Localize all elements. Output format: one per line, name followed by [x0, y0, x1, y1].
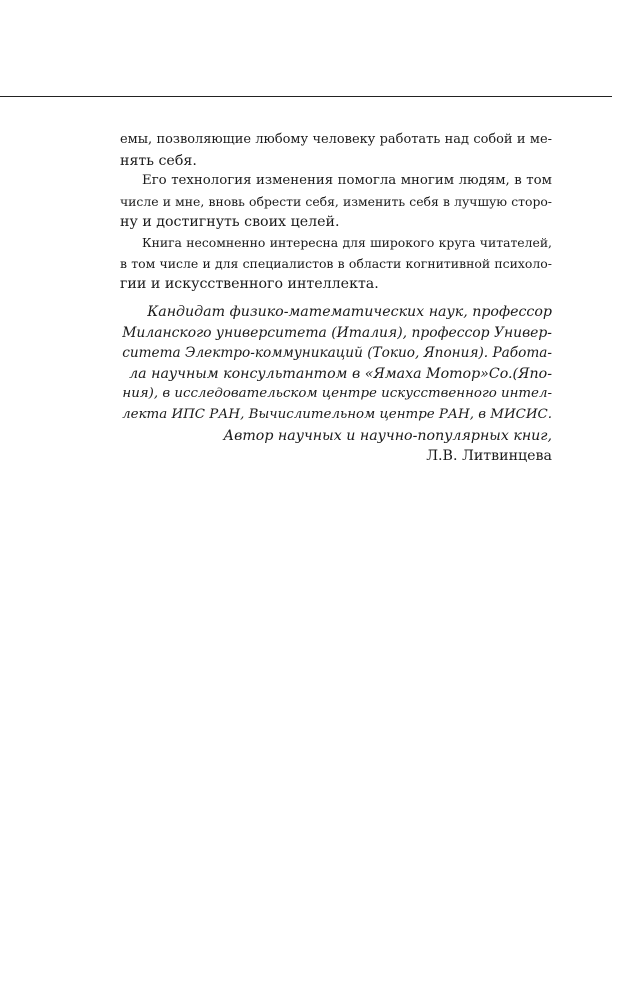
- signature-line: Миланского университета (Италия), профессор Универ-: [122, 324, 552, 341]
- header-rule: [0, 96, 612, 97]
- text-line: гии и искусственного интеллекта.: [120, 276, 379, 293]
- text-line: ну и достигнуть своих целей.: [120, 214, 340, 231]
- text-line: числе и мне, вновь обрести себя, изменить себя в лучшую сторо-: [120, 193, 552, 209]
- signature-block: [120, 302, 552, 467]
- signature-author: Л.В. Литвинцева: [426, 448, 552, 465]
- signature-line: Кандидат физико-математических наук, профессор: [147, 304, 552, 320]
- signature-line: ния), в исследовательском центре искусственного интел-: [122, 386, 552, 402]
- body-text: [120, 130, 552, 295]
- text-line: Книга несомненно интересна для широкого круга читателей,: [142, 234, 552, 250]
- text-line: емы, позволяющие любому человеку работать над собой и ме-: [120, 132, 552, 147]
- text-line: Его технология изменения помогла многим людям, в том: [142, 173, 552, 189]
- signature-line: ла научным консультантом в «Ямаха Мотор»Co.(Япо-: [129, 365, 552, 382]
- text-line: в том числе и для специалистов в области когнитивной психоло-: [120, 255, 552, 271]
- text-line: нять себя.: [120, 152, 197, 169]
- signature-line: Автор научных и научно-популярных книг,: [223, 427, 552, 444]
- signature-line: лекта ИПС РАН, Вычислительном центре РАН, в МИСИС.: [122, 406, 552, 422]
- signature-line: ситета Электро-коммуникаций (Токио, Япония). Работа-: [122, 345, 552, 362]
